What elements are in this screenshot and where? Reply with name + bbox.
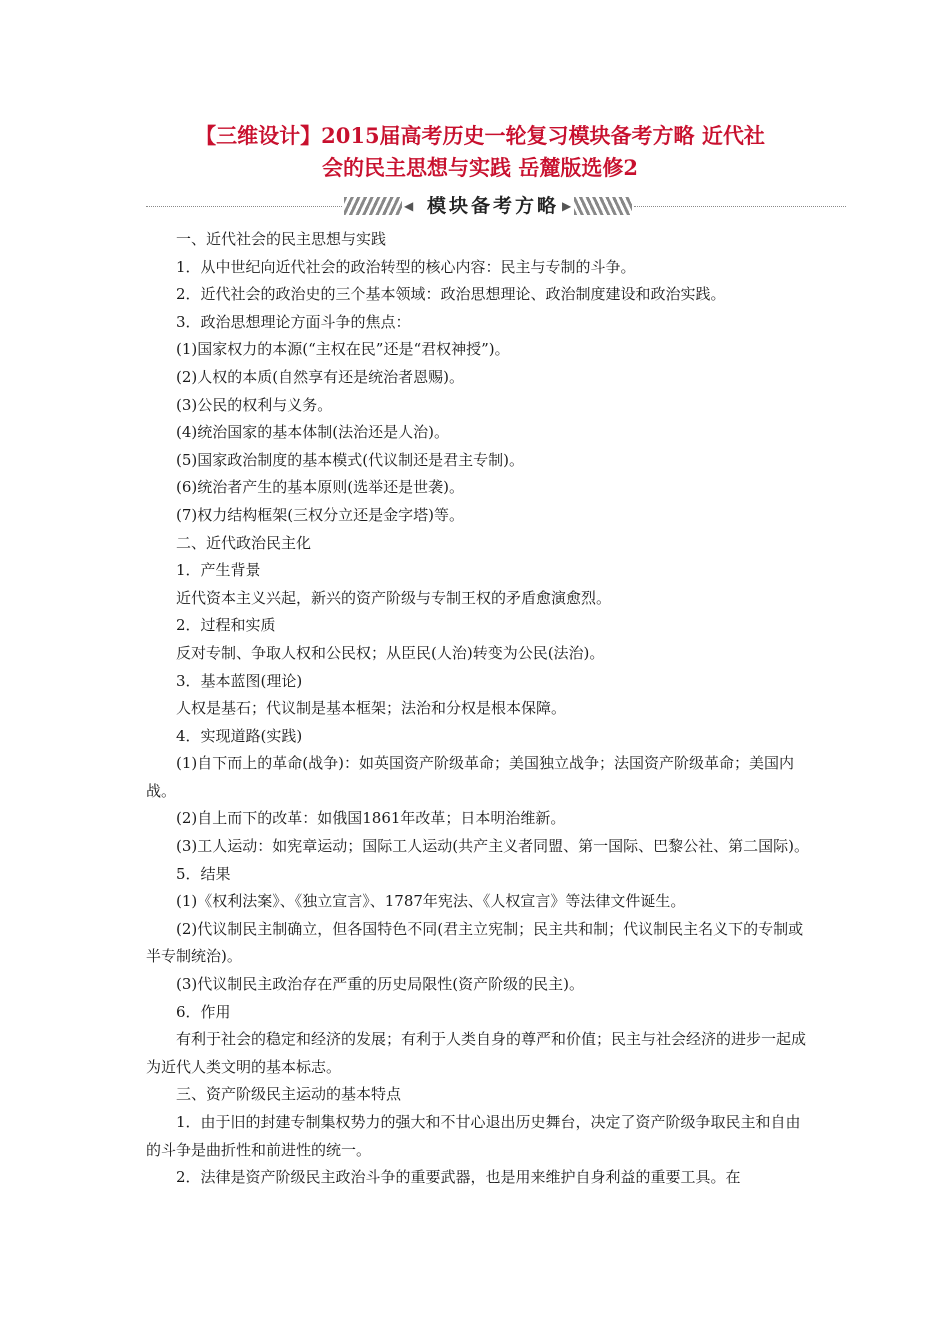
paragraph: 一、近代社会的民主思想与实践 — [176, 230, 387, 248]
document-body — [146, 226, 814, 1192]
paragraph: (2)代议制民主制确立，但各国特色不同(君主立宪制；民主共和制；代议制民主名义下的专制或半专制统治)。 — [146, 919, 804, 966]
paragraph: (4)统治国家的基本体制(法治还是人治)。 — [176, 423, 449, 442]
paragraph: 2．过程和实质 — [176, 616, 276, 635]
banner-dotted-rule-left — [146, 206, 342, 207]
chevron-right-icon: ▶ — [562, 199, 572, 213]
paragraph: 2．法律是资产阶级民主政治斗争的重要武器，也是用来维护自身利益的重要工具。在 — [176, 1168, 741, 1187]
banner-stripes-left — [344, 197, 402, 215]
title-line-2: 会的民主思想与实践 岳麓版选修2 — [322, 155, 638, 180]
chevron-left-icon: ◀ — [404, 199, 414, 213]
paragraph: (3)代议制民主政治存在严重的历史局限性(资产阶级的民主)。 — [176, 975, 584, 994]
paragraph: 6．作用 — [176, 1002, 231, 1021]
paragraph: (5)国家政治制度的基本模式(代议制还是君主专制)。 — [176, 450, 524, 469]
paragraph: 1．由于旧的封建专制集权势力的强大和不甘心退出历史舞台，决定了资产阶级争取民主和自由的斗争是曲折性和前进性的统一。 — [146, 1113, 801, 1159]
paragraph: (7)权力结构框架(三权分立还是金字塔)等。 — [176, 505, 464, 524]
banner-stripes-right — [574, 197, 632, 215]
paragraph: 反对专制、争取人权和公民权；从臣民(人治)转变为公民(法治)。 — [176, 643, 605, 662]
paragraph: 3．基本蓝图(理论) — [176, 671, 303, 690]
title-line-1: 【三维设计】2015届高考历史一轮复习模块备考方略 近代社 — [195, 123, 765, 148]
paragraph: (3)公民的权利与义务。 — [176, 395, 333, 414]
paragraph: 2．近代社会的政治史的三个基本领域：政治思想理论、政治制度建设和政治实践。 — [176, 285, 726, 304]
paragraph: 人权是基石；代议制是基本框架；法治和分权是根本保障。 — [176, 699, 567, 718]
paragraph: (3)工人运动：如宪章运动；国际工人运动(共产主义者同盟、第一国际、巴黎公社、第二国际)。 — [176, 837, 809, 856]
paragraph: (1)自下而上的革命(战争)：如英国资产阶级革命；美国独立战争；法国资产阶级革命；美国内战。 — [146, 754, 794, 800]
banner-dotted-rule-right — [634, 206, 846, 207]
banner-label: 模块备考方略 — [426, 195, 559, 217]
paragraph: 1．从中世纪向近代社会的政治转型的核心内容：民主与专制的斗争。 — [176, 257, 636, 276]
paragraph: 1．产生背景 — [176, 561, 261, 580]
paragraph: 3．政治思想理论方面斗争的焦点： — [176, 312, 411, 331]
paragraph: 有利于社会的稳定和经济的发展；有利于人类自身的尊严和价值；民主与社会经济的进步一起成为近代人类文明的基本标志。 — [146, 1030, 807, 1076]
paragraph: (6)统治者产生的基本原则(选举还是世袭)。 — [176, 478, 464, 497]
paragraph: (2)人权的本质(自然享有还是统治者恩赐)。 — [176, 367, 464, 386]
paragraph: (2)自上而下的改革：如俄国1861年改革；日本明治维新。 — [176, 809, 566, 828]
section-banner — [146, 193, 846, 219]
document-title — [100, 120, 860, 184]
paragraph: 三、资产阶级民主运动的基本特点 — [176, 1085, 402, 1104]
paragraph: (1)《权利法案》、《独立宣言》、1787年宪法、《人权宣言》等法律文件诞生。 — [176, 892, 686, 911]
paragraph: (1)国家权力的本源(“主权在民”还是“君权神授”)。 — [176, 340, 510, 359]
paragraph: 5．结果 — [176, 864, 231, 883]
paragraph: 近代资本主义兴起，新兴的资产阶级与专制王权的矛盾愈演愈烈。 — [176, 588, 612, 607]
paragraph: 4．实现道路(实践) — [176, 726, 303, 745]
paragraph: 二、近代政治民主化 — [176, 533, 312, 552]
